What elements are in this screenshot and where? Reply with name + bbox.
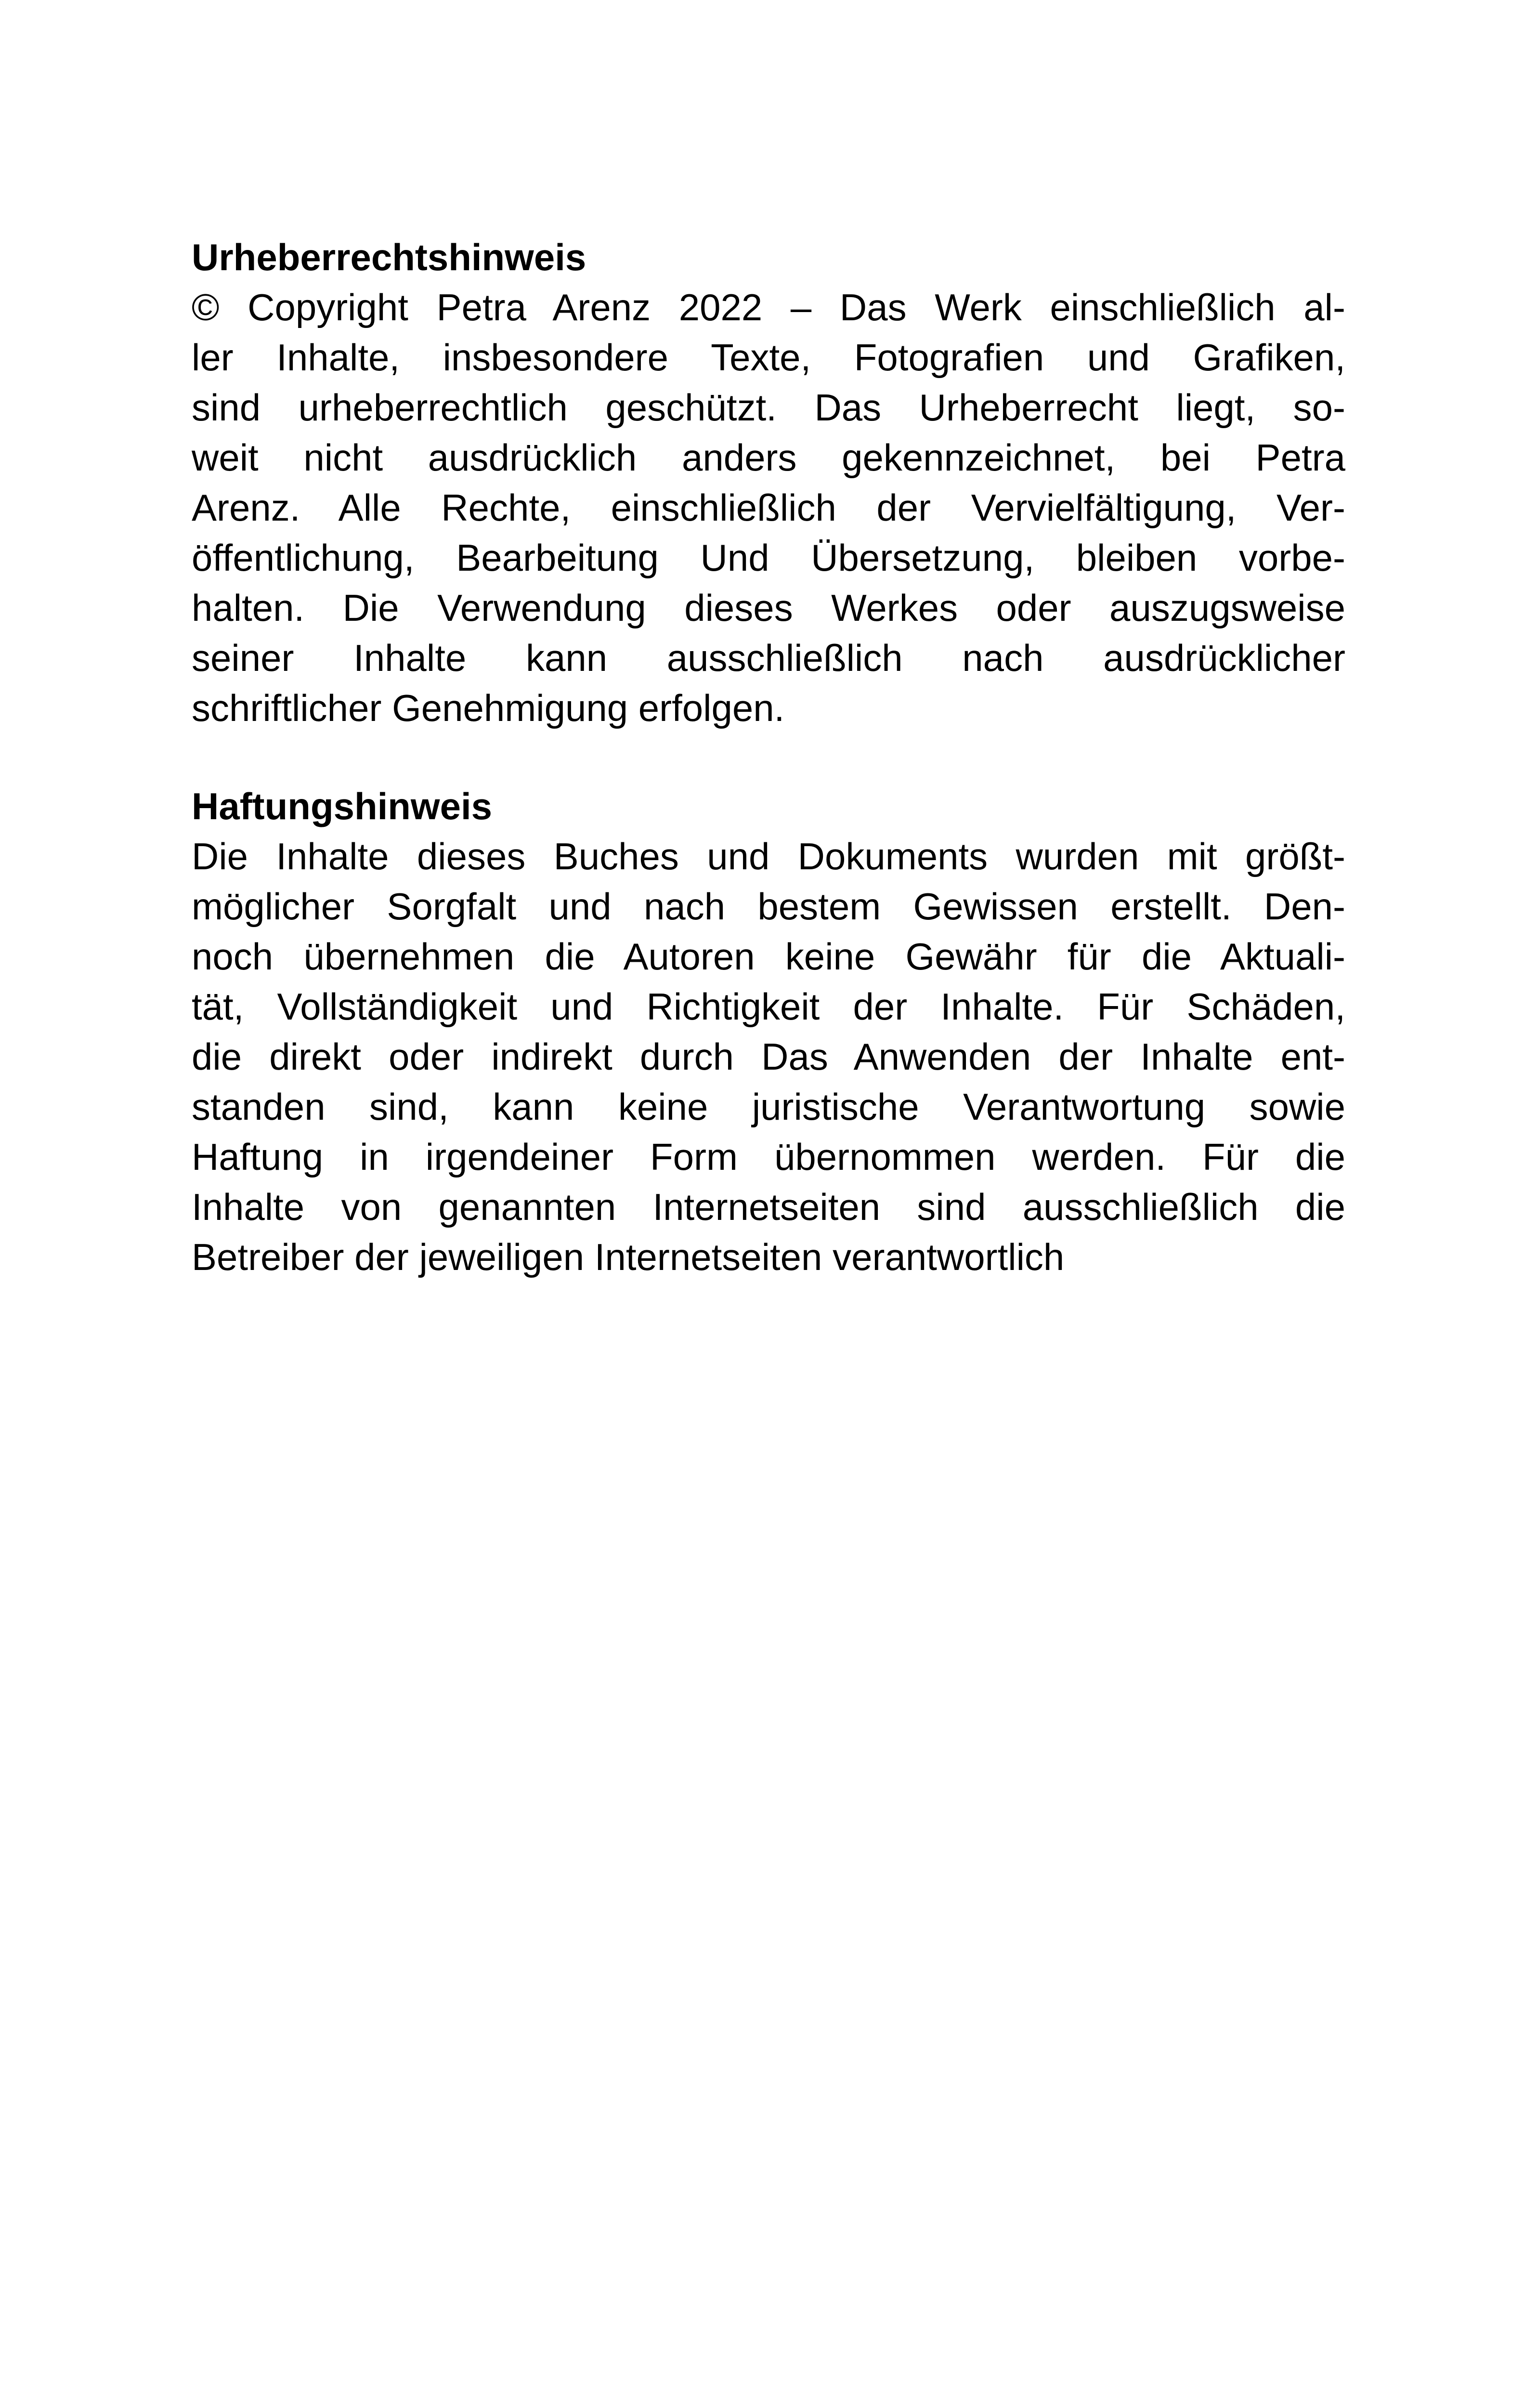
copyright-line: seiner Inhalte kann ausschließlich nach ausdrücklicher [192,637,1345,679]
copyright-line: halten. Die Verwendung dieses Werkes oder auszugsweise [192,587,1345,629]
copyright-line: sind urheberrechtlich geschützt. Das Urheberrecht liegt, so- [192,386,1345,429]
liability-line: standen sind, kann keine juristische Verantwortung sowie [192,1086,1345,1128]
copyright-line: ler Inhalte, insbesondere Texte, Fotografien und Grafiken, [192,336,1345,379]
copyright-line: öffentlichung, Bearbeitung Und Übersetzung, bleiben vorbe- [192,537,1345,579]
liability-body [192,831,1345,1282]
copyright-line: © Copyright Petra Arenz 2022 – Das Werk einschließlich al- [192,286,1345,328]
liability-line: Inhalte von genannten Internetseiten sind ausschließlich die [192,1186,1345,1228]
liability-section [192,781,1345,1282]
liability-line: Die Inhalte dieses Buches und Dokuments wurden mit größt- [192,835,1345,877]
liability-line: Haftung in irgendeiner Form übernommen werden. Für die [192,1136,1345,1178]
copyright-body [192,282,1345,733]
copyright-line: schriftlicher Genehmigung erfolgen. [192,687,785,729]
liability-line: Betreiber der jeweiligen Internetseiten verantwortlich [192,1236,1065,1278]
copyright-heading: Urheberrechtshinweis [192,236,586,278]
liability-heading: Haftungshinweis [192,785,493,827]
liability-line: tät, Vollständigkeit und Richtigkeit der Inhalte. Für Schäden, [192,985,1345,1028]
liability-line: möglicher Sorgfalt und nach bestem Gewissen erstellt. Den- [192,885,1345,928]
copyright-line: Arenz. Alle Rechte, einschließlich der Vervielfältigung, Ver- [192,486,1345,529]
copyright-section [192,232,1345,733]
copyright-line: weit nicht ausdrücklich anders gekennzeichnet, bei Petra [192,436,1345,479]
liability-line: die direkt oder indirekt durch Das Anwenden der Inhalte ent- [192,1035,1345,1078]
liability-line: noch übernehmen die Autoren keine Gewähr für die Aktuali- [192,935,1345,978]
